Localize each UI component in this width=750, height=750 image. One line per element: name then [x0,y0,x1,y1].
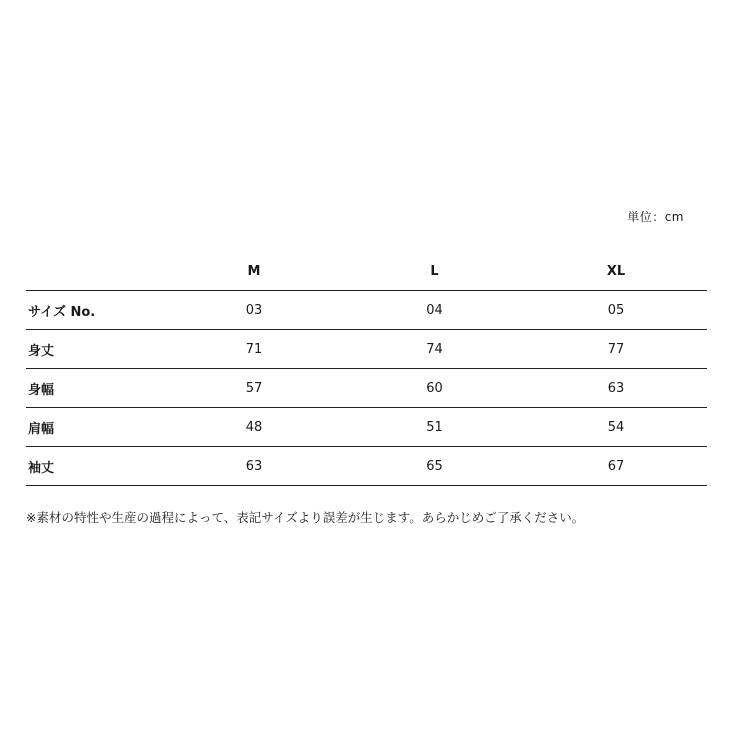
row-label: 袖丈 [26,447,164,486]
size-chart-table [26,252,707,486]
table-header-row [26,252,707,291]
table-cell: 63 [525,369,707,408]
table-row [26,369,707,408]
disclaimer-note: ※素材の特性や生産の過程によって、表記サイズより誤差が生じます。あらかじめご了承ください。 [26,510,585,525]
table-cell: 63 [164,447,344,486]
table-cell: 65 [344,447,525,486]
header-cell-empty [26,252,164,291]
table-row [26,291,707,330]
row-label: 身幅 [26,369,164,408]
header-cell-xl: XL [525,252,707,291]
header-cell-m: M [164,252,344,291]
table-cell: 05 [525,291,707,330]
table-cell: 57 [164,369,344,408]
row-label: サイズ No. [26,291,164,330]
table-cell: 48 [164,408,344,447]
table-row [26,330,707,369]
header-cell-l: L [344,252,525,291]
table-cell: 77 [525,330,707,369]
table-cell: 03 [164,291,344,330]
row-label: 肩幅 [26,408,164,447]
table-cell: 04 [344,291,525,330]
table-row [26,447,707,486]
table-cell: 67 [525,447,707,486]
table-cell: 60 [344,369,525,408]
table-cell: 51 [344,408,525,447]
table-cell: 74 [344,330,525,369]
table-cell: 54 [525,408,707,447]
table-cell: 71 [164,330,344,369]
table-row [26,408,707,447]
row-label: 身丈 [26,330,164,369]
unit-label: 単位：cm [627,210,684,224]
